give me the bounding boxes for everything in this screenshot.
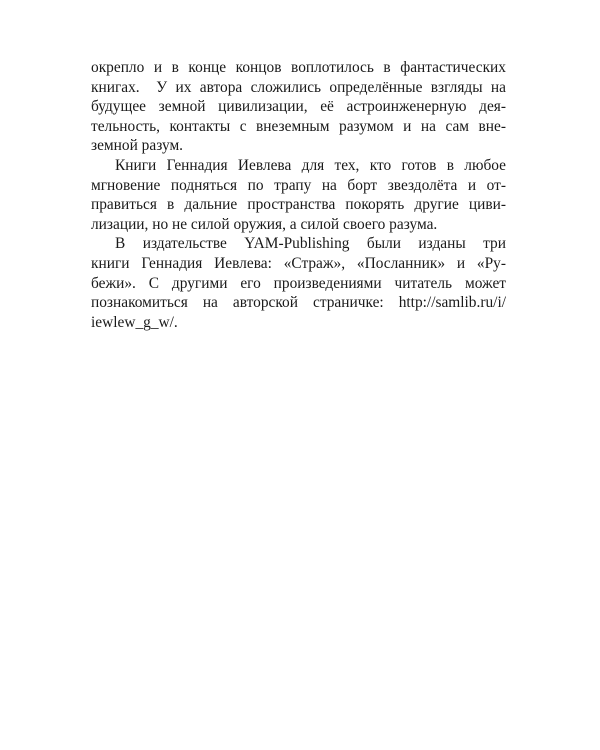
text-line: будущее земной цивилизации, её астроинженерную дея- [91,98,506,116]
text-line: бежи». С другими его произведениями читатель может [91,274,506,292]
text-line: книги Геннадия Иевлева: «Страж», «Посланник» и «Ру- [91,254,506,272]
text-line: окрепло и в конце концов воплотилось в фантастических [91,59,506,76]
text-line: В издательстве YAM-Publishing были изданы три [115,235,506,253]
text-line: iewlew_g_w/. [91,313,178,331]
text-line: мгновение подняться по трапу на борт звездолёта и от- [91,176,506,194]
text-line: лизации, но не силой оружия, а силой своего разума. [91,215,438,233]
paragraph-3 [91,234,506,332]
body-text [91,58,506,332]
text-line: познакомиться на авторской страничке: http://samlib.ru/i/ [91,294,506,312]
text-line: правиться в дальние пространства покорять другие циви- [91,196,506,214]
text-line: земной разум. [91,137,184,155]
paragraph-2 [91,156,506,234]
text-line: тельность, контакты с внеземным разумом и на сам вне- [91,117,506,135]
text-line: книгах. У их автора сложились определённые взгляды на [91,78,506,96]
paragraph-1 [91,58,506,156]
text-line: Книги Геннадия Иевлева для тех, кто готов в любое [115,156,506,174]
